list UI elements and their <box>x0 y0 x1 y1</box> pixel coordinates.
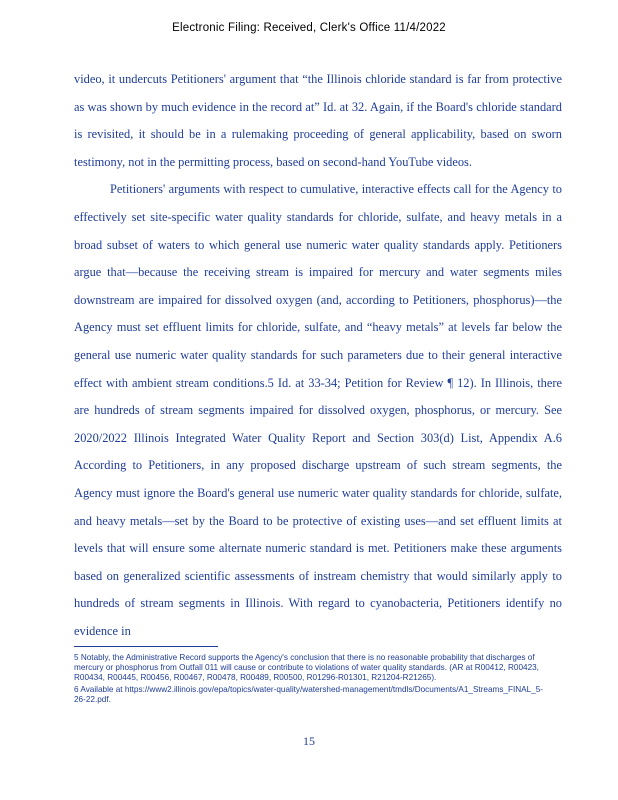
paragraph-2: Petitioners' arguments with respect to cumulative, interactive effects call for the Agency to effectively set site-specific water quality standards for chloride, sulfate, and heavy metals in a broad subset of waters to which general use numeric water quality standards apply. Petitioners argue that—because the receiving stream is impaired for mercury and water segments miles downstream are impaired for dissolved oxygen (and, according to Petitioners, phosphorus)—the Agency must set effluent limits for chloride, sulfate, and “heavy metals” at levels far below the general use numeric water quality standards for such parameters due to their general interactive effect with ambient stream conditions.5 Id. at 33-34; Petition for Review ¶ 12). In Illinois, there are hundreds of stream segments impaired for dissolved oxygen, phosphorus, or mercury. See 2020/2022 Illinois Integrated Water Quality Report and Section 303(d) List, Appendix A.6 According to Petitioners, in any proposed discharge upstream of such stream segments, the Agency must ignore the Board's general use numeric water quality standards for chloride, sulfate, and heavy metals—set by the Board to be protective of existing uses—and set effluent limits at levels that will ensure some alternate numeric standard is met. Petitioners make these arguments based on generalized scientific assessments of instream chemistry that would similarly apply to hundreds of stream segments in Illinois. With regard to cyanobacteria, Petitioners identify no evidence in <box>74 182 562 638</box>
footnotes <box>74 653 552 706</box>
paragraph-1: video, it undercuts Petitioners' argument that “the Illinois chloride standard is far from protective as was shown by much evidence in the record at” Id. at 32. Again, if the Board's chloride standard is revisited, it should be in a rulemaking proceeding of general applicability, based on sworn testimony, not in the permitting process, based on second-hand YouTube videos. <box>74 72 562 169</box>
footnote-6: 6 Available at https://www2.illinois.gov/epa/topics/water-quality/watershed-management/tmdls/Documents/A1_Streams_FINAL_5-26-22.pdf. <box>74 684 544 704</box>
footnote-5: 5 Notably, the Administrative Record supports the Agency's conclusion that there is no reasonable probability that discharges of mercury or phosphorus from Outfall 011 will cause or contribute to violations of water quality standards. (AR at R00412, R00423, R00434, R00445, R00456, R00467, R00478, R00489, R00500, R01296-R01301, R21204-R21265). <box>74 653 539 683</box>
footnote-divider <box>74 646 218 647</box>
page-number: 15 <box>303 734 315 748</box>
body-text <box>74 66 562 645</box>
electronic-filing-header: Electronic Filing: Received, Clerk's Office 11/4/2022 <box>172 22 446 34</box>
